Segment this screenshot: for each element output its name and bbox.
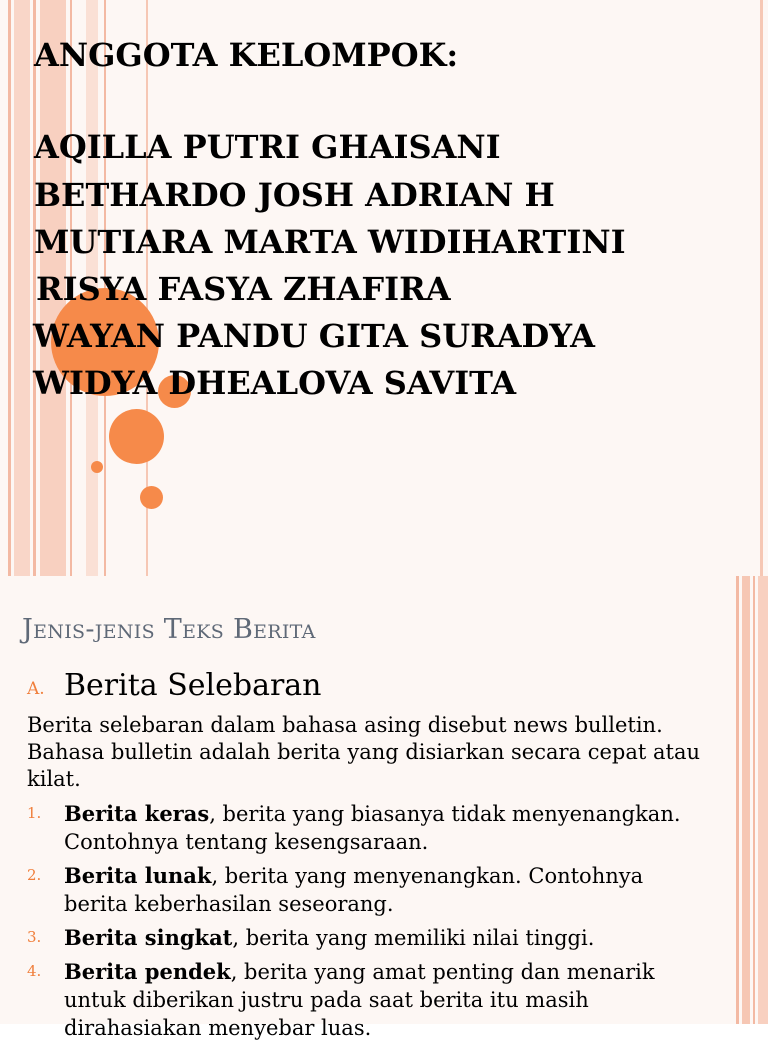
list-number: 1.	[27, 804, 42, 822]
list-desc: , berita yang biasanya tidak menyenangkan. Contohnya tentang kesengsaraan.	[64, 802, 681, 854]
intro-paragraph: Berita selebaran dalam bahasa asing disebut news bulletin. Bahasa bulletin adalah berita yang disiarkan secara cepat atau kilat.	[27, 713, 701, 791]
decor-stripe	[742, 576, 750, 1024]
list-text	[64, 958, 704, 1042]
decor-stripe	[736, 576, 739, 1024]
decor-stripe	[758, 576, 768, 1024]
member-name: RISYA FASYA ZHAFIRA	[36, 270, 451, 308]
member-name: AQILLA PUTRI GHAISANI	[34, 128, 501, 166]
list-term: Berita singkat	[64, 925, 233, 950]
list-number: 3.	[27, 928, 42, 946]
decor-stripe	[753, 576, 755, 1024]
section-marker: A.	[27, 679, 45, 699]
decor-stripe	[8, 0, 11, 576]
section-title: Berita Selebaran	[64, 668, 322, 703]
list-desc: , berita yang menyenangkan. Contohnya berita keberhasilan seseorang.	[64, 864, 644, 916]
decor-circle	[91, 461, 103, 473]
member-name: BETHARDO JOSH ADRIAN H	[34, 176, 555, 214]
list-term: Berita lunak	[64, 863, 212, 888]
list-text	[64, 800, 704, 856]
decor-circle	[140, 486, 163, 509]
slide-news-types	[0, 576, 768, 1040]
list-term: Berita keras	[64, 801, 210, 826]
list-number: 2.	[27, 866, 42, 884]
list-text	[64, 924, 704, 952]
members-heading: ANGGOTA KELOMPOK:	[34, 36, 459, 74]
list-text	[64, 862, 704, 918]
list-term: Berita pendek	[64, 959, 231, 984]
member-name: WIDYA DHEALOVA SAVITA	[33, 364, 517, 402]
member-name: WAYAN PANDU GITA SURADYA	[33, 317, 595, 355]
decor-stripe	[14, 0, 30, 576]
list-number: 4.	[27, 962, 42, 980]
slide-title: Jenis-jenis Teks Berita	[22, 614, 316, 645]
decor-circle	[109, 409, 164, 464]
decor-stripe	[760, 0, 763, 576]
list-desc: , berita yang memiliki nilai tinggi.	[232, 926, 595, 950]
member-name: MUTIARA MARTA WIDIHARTINI	[34, 223, 626, 261]
list-desc: , berita yang amat penting dan menarik untuk diberikan justru pada saat berita itu masih dirahasiakan menyebar luas.	[64, 960, 655, 1040]
